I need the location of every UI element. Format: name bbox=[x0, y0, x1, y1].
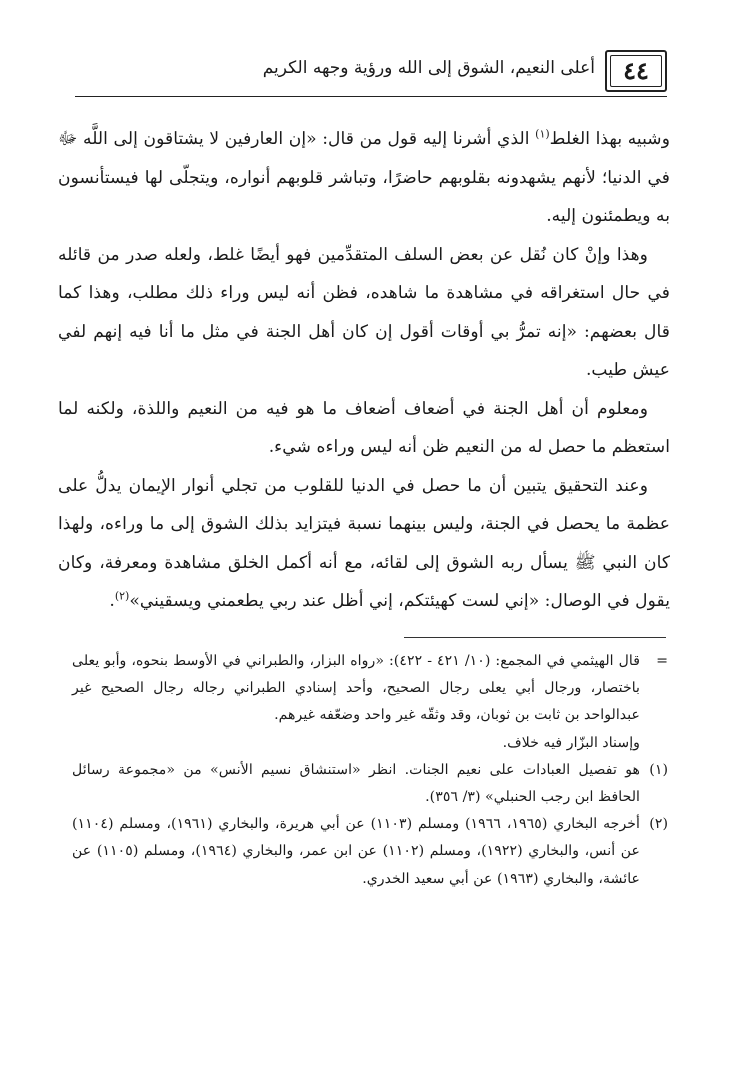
header-rule bbox=[75, 96, 667, 97]
footnote-continued: = قال الهيثمي في المجمع: (١٠/ ٤٢١ - ٤٢٢): «رواه البزار، والطبراني في الأوسط بنحوه، وأبو يعلى باختصار، ورجال أبي يعلى رجال الصحيح، وأحد إسنادي الطبراني رجاله رجال الصحيح غير عبدالواحد بن ثابت بن ثوبان، وقد وثقّه غير واحد وضعّفه غيرهم. bbox=[72, 648, 668, 730]
footnote-ref-1[interactable]: (١) bbox=[535, 127, 550, 141]
footnote-1: (١) هو تفصيل العبادات على نعيم الجنات. انظر «استنشاق نسيم الأنس» من «مجموعة رسائل الحافظ ابن رجب الحنبلي» (٣/ ٣٥٦). bbox=[72, 757, 668, 811]
footnote-separator bbox=[404, 637, 666, 638]
paragraph-3: ومعلوم أن أهل الجنة في أضعاف أضعاف ما هو فيه من النعيم واللذة، ولكنه لما استعظم ما حصل له من النعيم ظن أنه ليس وراءه شيء. bbox=[58, 398, 670, 457]
main-text bbox=[58, 120, 670, 621]
paragraph-1: وشبيه بهذا الغلط$^{(١)}$ الذي أشرنا إليه قول من قال: «إن العارفين لا يشتاقون إلى اللَّه ﷻ في الدنيا؛ لأنهم يشهدونه بقلوبهم حاضرًا، وتباشر قلوبهم أنواره، ويتجلّى لها فيستأنسون به ويطمئنون إليه. bbox=[58, 127, 671, 226]
paragraph-4: وعند التحقيق يتبين أن ما حصل في الدنيا للقلوب من تجلي أنوار الإيمان يدلُّ على عظمة ما يحصل في الجنة، وليس بينهما نسبة فيتزايد بذلك الشوق إلى ما وراءه، ولهذا كان النبي ﷺ يسأل ربه الشوق إلى لقائه، مع أنه أكمل الخلق مشاهدة ومعرفة، وكان يقول في الوصال: «إني لست كهيئتكم، إني أظل عند ربي يطعمني ويسقيني»$^{(٢)}$. bbox=[58, 475, 670, 611]
page-number: ٤٤ bbox=[623, 56, 649, 85]
page-number-frame bbox=[605, 50, 667, 92]
footnotes bbox=[72, 648, 668, 893]
footnote-ref-2[interactable]: (٢) bbox=[114, 589, 130, 603]
footnote-mark: (٢) bbox=[649, 816, 668, 833]
footnote-mark: (١) bbox=[649, 761, 668, 778]
footnote-2: (٢) أخرجه البخاري (١٩٦٥، ١٩٦٦) ومسلم (١١٠٣) عن أبي هريرة، والبخاري (١٩٦١)، ومسلم (١١٠٤) عن أنس، والبخاري (١٩٢٢)، ومسلم (١١٠٢) عن ابن عمر، والبخاري (١٩٦٤)، ومسلم (١١٠٥) عن عائشة، والبخاري (١٩٦٣) عن أبي سعيد الخدري. bbox=[72, 811, 668, 893]
page-header bbox=[75, 44, 667, 104]
footnote-continued-note: وإسناد البزّار فيه خلاف. bbox=[502, 734, 640, 751]
running-title: أعلى النعيم، الشوق إلى الله ورؤية وجهه الكريم bbox=[262, 58, 595, 78]
footnote-mark: = bbox=[656, 653, 668, 669]
paragraph-2: وهذا وإنْ كان نُقل عن بعض السلف المتقدِّمين فهو أيضًا غلط، ولعله صدر من قائله في حال استغراقه في مشاهدة ما شاهده، فظن أنه ليس وراء ذلك مطلب، وهذا كما قال بعضهم: «إنه تمرُّ بي أوقات أقول إن كان أهل الجنة في مثل ما أنا فيه إنهم لفي عيش طيب. bbox=[58, 244, 670, 380]
